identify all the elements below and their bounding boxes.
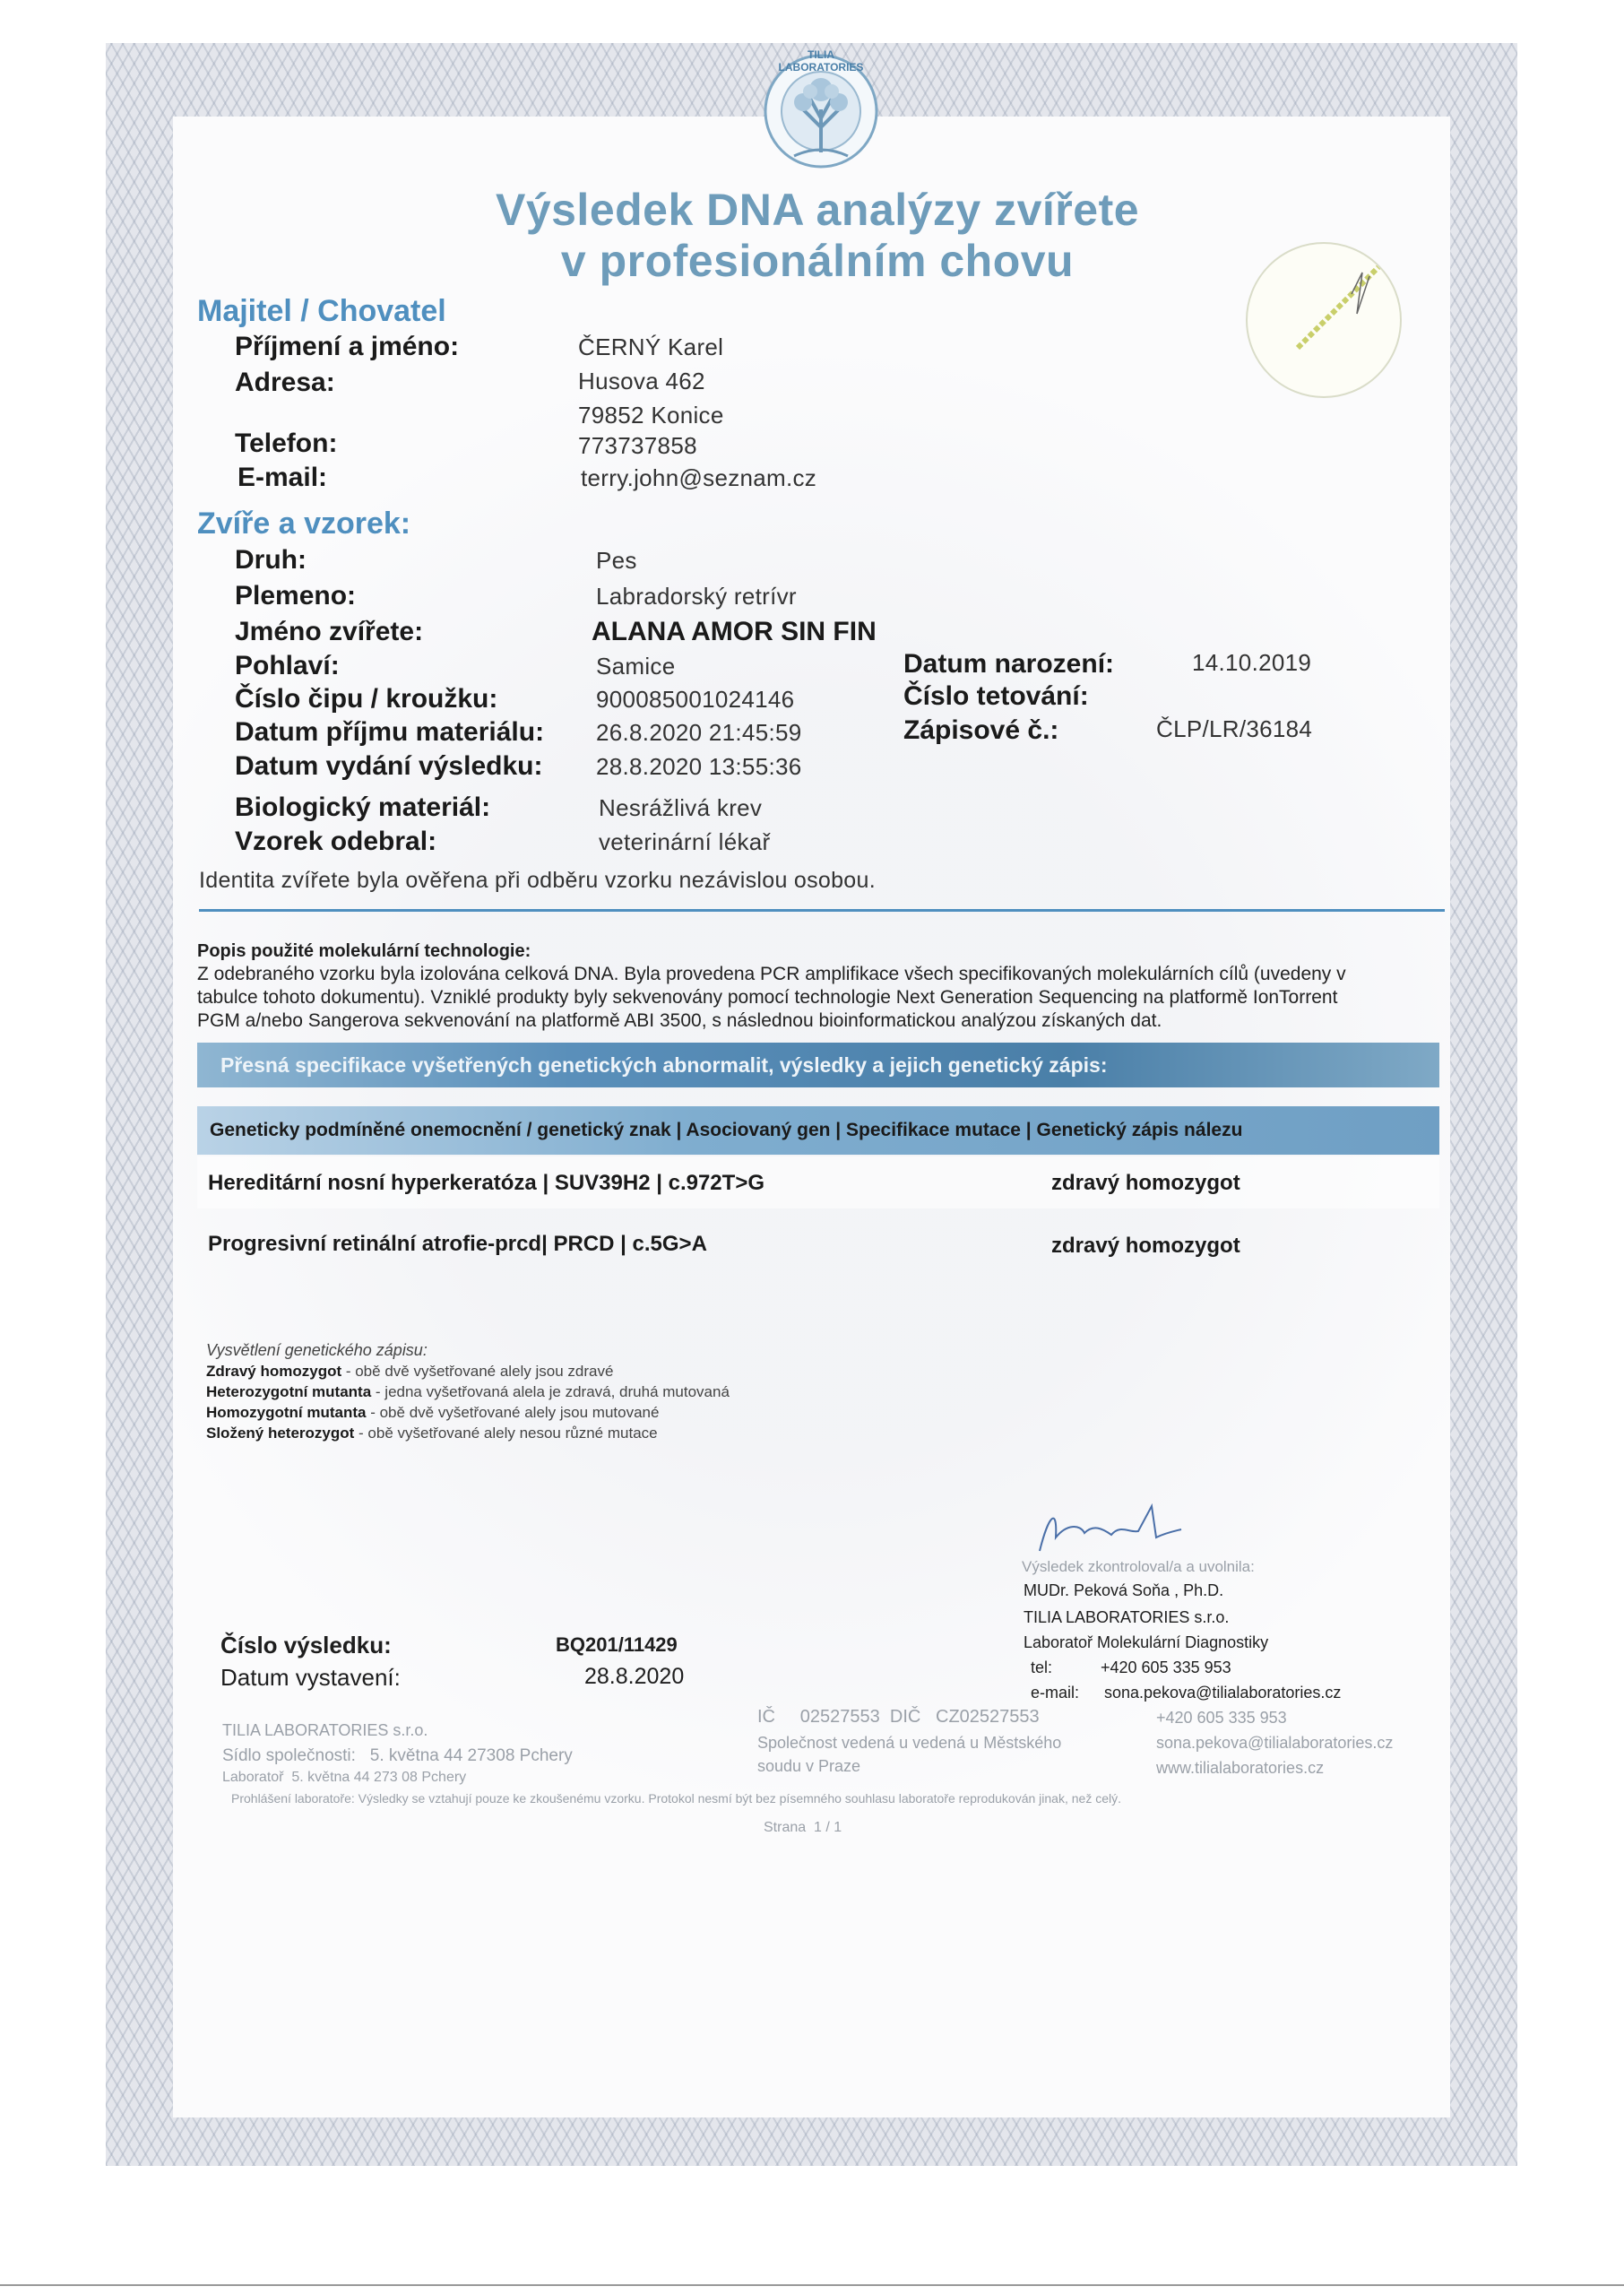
- owner-phone-value: 773737858: [578, 432, 697, 459]
- issue-date-label: Datum vystavení:: [220, 1664, 401, 1691]
- signer-tel-label: tel:: [1031, 1658, 1053, 1676]
- registry-value: ČLP/LR/36184: [1156, 715, 1313, 742]
- handwritten-signature: [1031, 1497, 1183, 1560]
- footer-lab: Laboratoř 5. května 44 273 08 Pchery: [222, 1770, 467, 1785]
- issue-date-value: 28.8.2020: [584, 1664, 685, 1689]
- material-value: Nesrážlivá krev: [599, 794, 763, 821]
- footer-email: sona.pekova@tilialaboratories.cz: [1156, 1734, 1394, 1752]
- owner-section-title: Majitel / Chovatel: [197, 294, 446, 328]
- legend-term: Složený heterozygot: [206, 1425, 355, 1442]
- results-banner-text: Přesná specifikace vyšetřených genetických abnormalit, výsledky a jejich genetický zápis:: [220, 1053, 1108, 1077]
- section-divider: [199, 909, 1445, 912]
- legend-term: Zdravý homozygot: [206, 1363, 342, 1380]
- legend-term: Homozygotní mutanta: [206, 1404, 367, 1421]
- breed-label: Plemeno:: [235, 581, 357, 611]
- animal-section-title: Zvíře a vzorek:: [197, 507, 411, 541]
- technology-line3: PGM a/nebo Sangerova sekvenování na platformě ABI 3500, s následnou bioinformatickou analýzou získaných dat.: [197, 1010, 1162, 1031]
- signer-tel-value: +420 605 335 953: [1101, 1658, 1231, 1676]
- material-label: Biologický materiál:: [235, 792, 491, 822]
- results-banner: [197, 1043, 1439, 1087]
- footer-disclaimer: Prohlášení laboratoře: Výsledky se vztahují pouze ke zkoušenému vzorku. Protokol nesmí být bez písemného souhlasu laboratoře reprodukován jinak, než celý.: [231, 1791, 1121, 1806]
- legend-desc: - jedna vyšetřovaná alela je zdravá, druhá mutovaná: [371, 1383, 730, 1400]
- footer-court-line1: Společnost vedená u vedená u Městského: [757, 1734, 1062, 1752]
- registry-label: Zápisové č.:: [903, 715, 1059, 745]
- logo-text: TILIA LABORATORIES: [778, 48, 864, 74]
- signer-company: TILIA LABORATORIES s.r.o.: [1024, 1608, 1230, 1626]
- species-value: Pes: [596, 547, 637, 574]
- owner-name-label: Příjmení a jméno:: [235, 332, 460, 361]
- footer-company: TILIA LABORATORIES s.r.o.: [222, 1721, 428, 1739]
- signer-email-value: sona.pekova@tilialaboratories.cz: [1104, 1684, 1342, 1702]
- sampler-label: Vzorek odebral:: [235, 827, 437, 856]
- legend-term: Heterozygotní mutanta: [206, 1383, 372, 1400]
- birth-date-value: 14.10.2019: [1192, 649, 1312, 676]
- legend-item: [206, 1404, 659, 1422]
- birth-date-label: Datum narození:: [903, 649, 1115, 679]
- result-row-1-test: Hereditární nosní hyperkeratóza | SUV39H2 | c.972T>G: [208, 1171, 764, 1195]
- legend-desc: - obě vyšetřované alely nesou různé mutace: [354, 1425, 658, 1442]
- received-date-value: 26.8.2020 21:45:59: [596, 719, 802, 746]
- document-title-line2: v profesionálním chovu: [560, 236, 1075, 286]
- company-logo: [749, 47, 893, 177]
- identity-note: Identita zvířete byla ověřena při odběru vzorku nezávislou osobou.: [199, 868, 876, 893]
- page-number: Strana 1 / 1: [764, 1820, 842, 1835]
- result-row-1-result: zdravý homozygot: [1051, 1171, 1240, 1195]
- result-row-2-test: Progresivní retinální atrofie-prcd| PRCD | c.5G>A: [208, 1232, 707, 1256]
- result-number-label: Číslo výsledku:: [220, 1632, 392, 1658]
- technology-line1: Z odebraného vzorku byla izolována celková DNA. Byla provedena PCR amplifikace všech specifikovaných molekulárních cílů (uvedeny v: [197, 964, 1346, 984]
- signer-email-label: e-mail:: [1031, 1684, 1080, 1702]
- document-title-line1: Výsledek DNA analýzy zvířete: [495, 185, 1140, 235]
- result-row-2-result: zdravý homozygot: [1051, 1234, 1240, 1258]
- scan-edge-line: [0, 2284, 1624, 2286]
- footer-phone: +420 605 335 953: [1156, 1709, 1287, 1727]
- legend-title: Vysvětlení genetického zápisu:: [206, 1341, 428, 1359]
- animal-name-value: ALANA AMOR SIN FIN: [592, 617, 877, 646]
- legend-item: [206, 1425, 658, 1442]
- results-header-text: Geneticky podmíněné onemocnění / genetický znak | Asociovaný gen | Specifikace mutace | Genetický zápis nálezu: [210, 1120, 1243, 1140]
- animal-name-label: Jméno zvířete:: [235, 617, 424, 646]
- sex-value: Samice: [596, 653, 676, 680]
- owner-phone-label: Telefon:: [235, 429, 338, 458]
- legend-item: [206, 1363, 613, 1381]
- sampler-value: veterinární lékař: [599, 828, 771, 855]
- owner-address-label: Adresa:: [235, 368, 335, 397]
- issued-date-label: Datum vydání výsledku:: [235, 751, 543, 781]
- results-header: [197, 1106, 1439, 1155]
- seal-stamp: [1244, 240, 1404, 400]
- footer-ic: IČ 02527553 DIČ CZ02527553: [757, 1707, 1040, 1727]
- footer-court-line2: soudu v Praze: [757, 1757, 861, 1775]
- chip-label: Číslo čipu / kroužku:: [235, 684, 498, 714]
- chip-value: 900085001024146: [596, 686, 795, 713]
- legend-item: [206, 1383, 730, 1401]
- footer-web: www.tilialaboratories.cz: [1156, 1759, 1325, 1777]
- issued-date-value: 28.8.2020 13:55:36: [596, 753, 802, 780]
- sex-label: Pohlaví:: [235, 651, 340, 680]
- footer-seat: Sídlo společnosti: 5. května 44 27308 Pchery: [222, 1746, 573, 1765]
- breed-value: Labradorský retrívr: [596, 583, 797, 610]
- technology-title: Popis použité molekulární technologie:: [197, 941, 531, 961]
- owner-address-line1: Husova 462: [578, 368, 705, 394]
- legend-desc: - obě dvě vyšetřované alely jsou zdravé: [341, 1363, 614, 1380]
- tattoo-label: Číslo tetování:: [903, 681, 1089, 711]
- technology-line2: tabulce tohoto dokumentu). Vzniklé produkty byly sekvenovány pomocí technologie Next Generation Sequencing na platformě IonTorrent: [197, 987, 1338, 1008]
- legend-desc: - obě dvě vyšetřované alely jsou mutované: [366, 1404, 660, 1421]
- signer-name: MUDr. Peková Soňa , Ph.D.: [1024, 1581, 1224, 1599]
- owner-email-value: terry.john@seznam.cz: [581, 464, 817, 491]
- signer-lab: Laboratoř Molekulární Diagnostiky: [1024, 1633, 1269, 1651]
- received-date-label: Datum příjmu materiálu:: [235, 717, 545, 747]
- owner-email-label: E-mail:: [238, 463, 328, 492]
- checked-by-text: Výsledek zkontroloval/a a uvolnila:: [1022, 1558, 1255, 1575]
- owner-address-line2: 79852 Konice: [578, 402, 724, 429]
- owner-name-value: ČERNÝ Karel: [578, 333, 724, 360]
- result-number-value: BQ201/11429: [556, 1633, 678, 1656]
- species-label: Druh:: [235, 545, 307, 575]
